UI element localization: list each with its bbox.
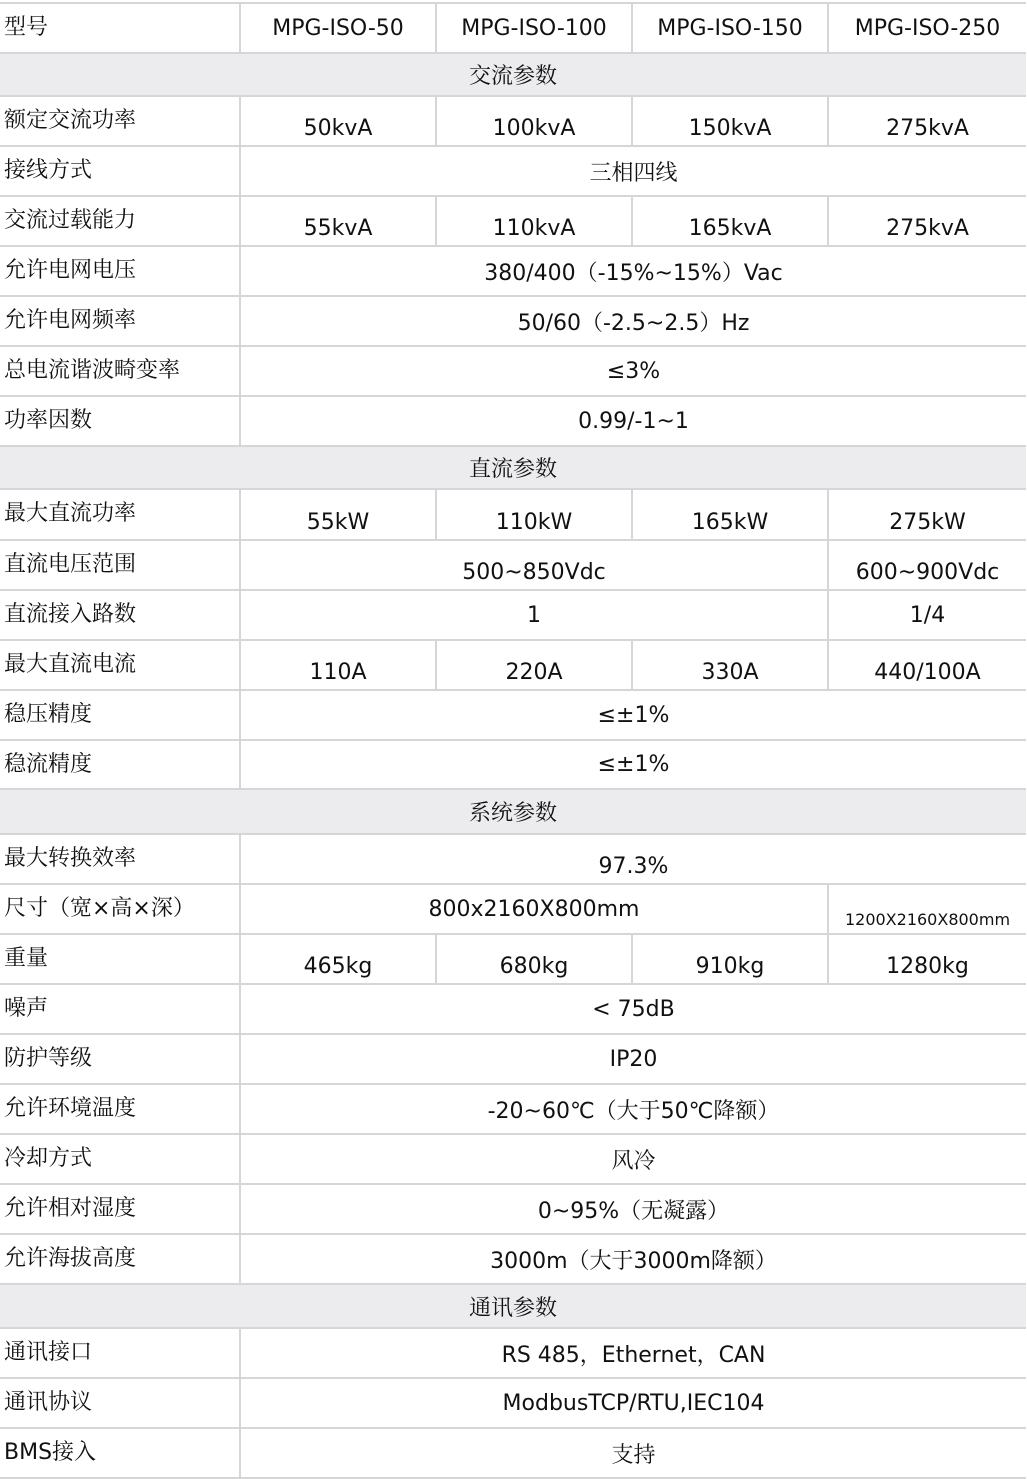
row-value: 三相四线 [240,146,1026,196]
row-value: 110kvA [436,196,632,246]
spec-table [0,2,1026,1479]
table-row [0,489,1026,540]
table-row [0,396,1026,446]
row-label: 重量 [0,934,240,984]
table-row [0,640,1026,690]
table-row [0,740,1026,789]
row-value: 150kvA [632,96,828,146]
row-label: 直流电压范围 [0,540,240,590]
row-label: 最大直流电流 [0,640,240,690]
row-label: 稳压精度 [0,690,240,740]
model-name: MPG-ISO-250 [828,3,1026,53]
table-row [0,1134,1026,1184]
model-row [0,3,1026,53]
row-value: 50/60（-2.5~2.5）Hz [240,296,1026,346]
section-title-comm: 通讯参数 [0,1284,1026,1328]
table-row [0,590,1026,640]
row-label: 冷却方式 [0,1134,240,1184]
row-value: 风冷 [240,1134,1026,1184]
row-value: 55kvA [240,196,436,246]
row-value: 165kW [632,489,828,540]
table-row [0,346,1026,396]
row-label: 通讯协议 [0,1378,240,1428]
table-row [0,884,1026,934]
row-value: RS 485，Ethernet，CAN [240,1328,1026,1378]
row-value: 220A [436,640,632,690]
row-value: 500~850Vdc [240,540,828,590]
table-row [0,934,1026,984]
section-title-system: 系统参数 [0,789,1026,834]
row-value: 1200X2160X800mm [828,884,1026,934]
row-label: 防护等级 [0,1034,240,1084]
row-value: 800x2160X800mm [240,884,828,934]
row-value: 1 [240,590,828,640]
row-value: 680kg [436,934,632,984]
row-label: 直流接入路数 [0,590,240,640]
row-value: 330A [632,640,828,690]
section-row [0,789,1026,834]
row-value: ≤±1% [240,740,1026,789]
table-row [0,690,1026,740]
table-row [0,296,1026,346]
row-value: 1/4 [828,590,1026,640]
table-row [0,834,1026,884]
table-row [0,540,1026,590]
row-value: IP20 [240,1034,1026,1084]
table-row [0,1328,1026,1378]
row-label: 最大转换效率 [0,834,240,884]
table-row [0,1184,1026,1234]
table-row [0,1378,1026,1428]
section-title-ac: 交流参数 [0,53,1026,96]
row-label: 交流过载能力 [0,196,240,246]
row-value: 465kg [240,934,436,984]
row-value: 440/100A [828,640,1026,690]
row-label: 允许相对湿度 [0,1184,240,1234]
row-value: ModbusTCP/RTU,IEC104 [240,1378,1026,1428]
table-row [0,984,1026,1034]
row-label: 噪声 [0,984,240,1034]
model-name: MPG-ISO-150 [632,3,828,53]
row-value: 600~900Vdc [828,540,1026,590]
row-label: 允许电网电压 [0,246,240,296]
table-row [0,1034,1026,1084]
model-name: MPG-ISO-50 [240,3,436,53]
section-row [0,1284,1026,1328]
row-value: 380/400（-15%~15%）Vac [240,246,1026,296]
row-value: ≤3% [240,346,1026,396]
row-label: 稳流精度 [0,740,240,789]
row-value: 110kW [436,489,632,540]
row-label: 尺寸（宽×高×深） [0,884,240,934]
row-value: 1280kg [828,934,1026,984]
row-label: 接线方式 [0,146,240,196]
model-name: MPG-ISO-100 [436,3,632,53]
section-row [0,446,1026,489]
row-value: 275kvA [828,96,1026,146]
section-title-dc: 直流参数 [0,446,1026,489]
row-value: 50kvA [240,96,436,146]
row-value: 55kW [240,489,436,540]
row-value: 3000m（大于3000m降额） [240,1234,1026,1284]
row-label: 总电流谐波畸变率 [0,346,240,396]
row-label: 允许电网频率 [0,296,240,346]
row-value: 支持 [240,1428,1026,1478]
row-label: 功率因数 [0,396,240,446]
row-value: 100kvA [436,96,632,146]
row-value: 0.99/-1~1 [240,396,1026,446]
row-label: 允许海拔高度 [0,1234,240,1284]
table-row [0,1428,1026,1478]
row-label: BMS接入 [0,1428,240,1478]
row-label: 最大直流功率 [0,489,240,540]
table-row [0,1084,1026,1134]
table-row [0,146,1026,196]
table-row [0,1234,1026,1284]
row-value: -20~60℃（大于50℃降额） [240,1084,1026,1134]
table-row [0,196,1026,246]
table-row [0,96,1026,146]
row-value: 97.3% [240,834,1026,884]
row-value: 110A [240,640,436,690]
section-row [0,53,1026,96]
row-value: 165kvA [632,196,828,246]
row-label: 允许环境温度 [0,1084,240,1134]
table-row [0,246,1026,296]
model-label: 型号 [0,3,240,53]
row-value: 275kvA [828,196,1026,246]
row-value: ≤±1% [240,690,1026,740]
row-value: < 75dB [240,984,1026,1034]
row-value: 0~95%（无凝露） [240,1184,1026,1234]
row-value: 910kg [632,934,828,984]
row-value: 275kW [828,489,1026,540]
row-label: 额定交流功率 [0,96,240,146]
row-label: 通讯接口 [0,1328,240,1378]
